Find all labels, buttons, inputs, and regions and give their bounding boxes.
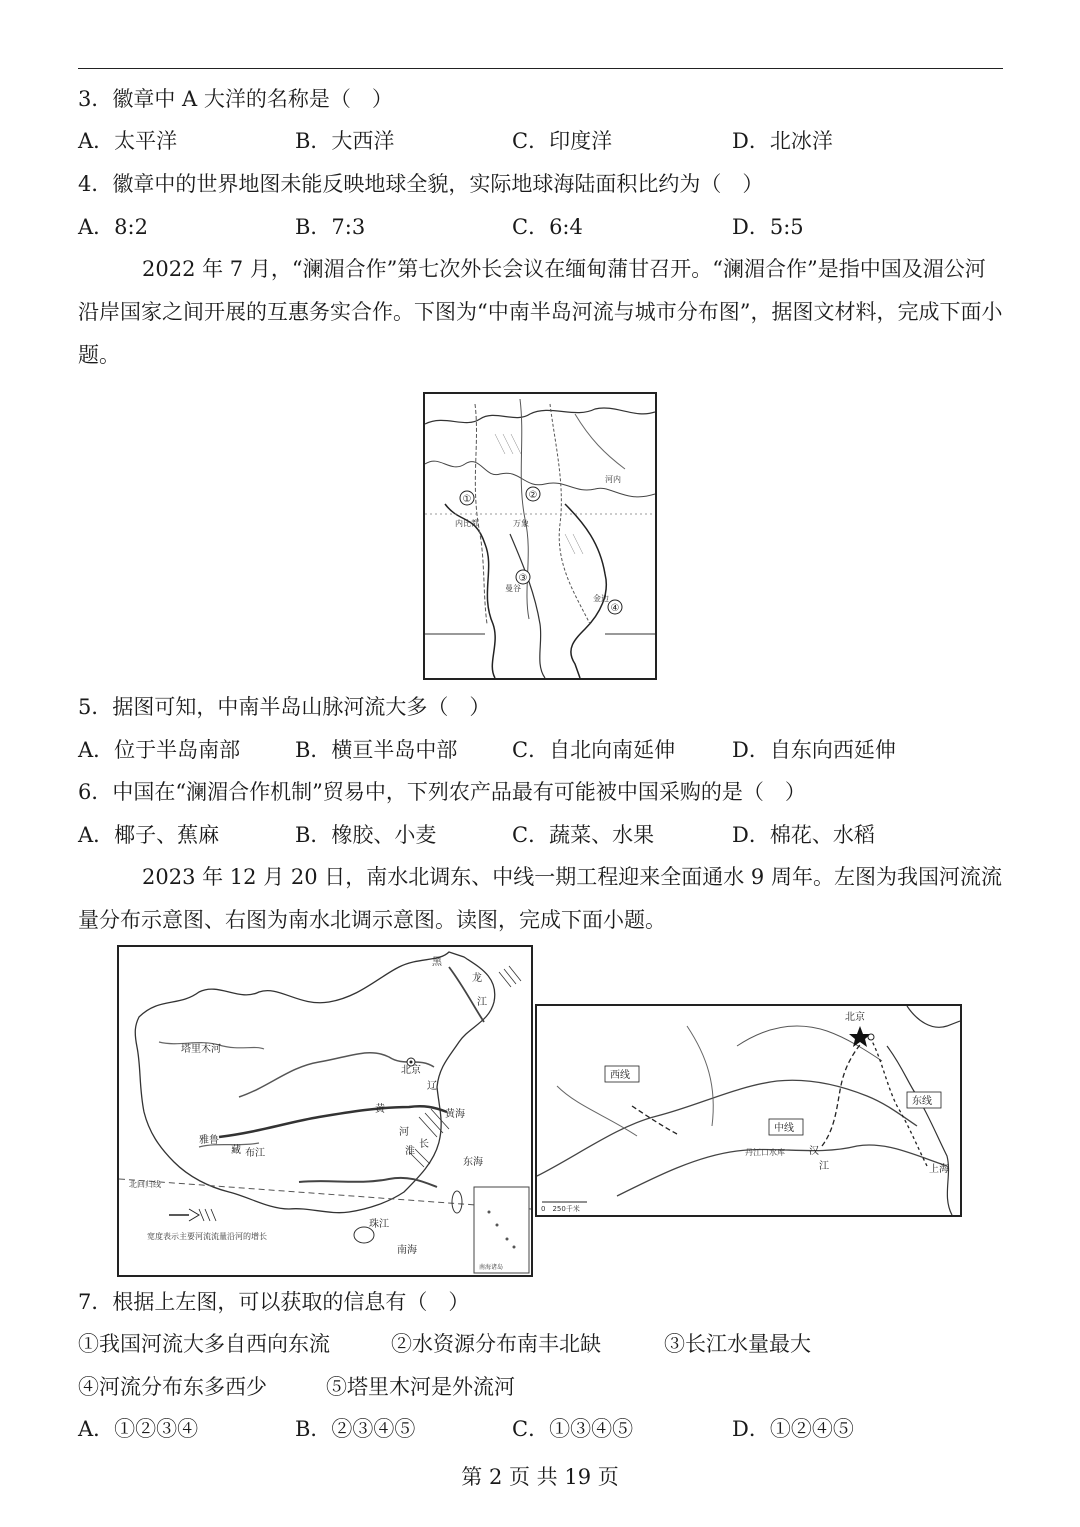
q7-item-5: ⑤塔里木河是外流河 xyxy=(326,1375,515,1399)
header-rule xyxy=(78,68,1003,69)
q3-option-b: B．大西洋 xyxy=(295,129,395,153)
q7-option-d: D．①②④⑤ xyxy=(732,1417,854,1441)
indochina-river-city-map xyxy=(423,392,657,680)
right-label-west-route: 西线 xyxy=(610,1070,630,1081)
left-label-hei: 黑 xyxy=(432,957,442,968)
map1-city-phnompenh: 金边 xyxy=(593,594,609,603)
left-inset-label: 南海诸岛 xyxy=(479,1264,504,1271)
q5-option-d: D．自东向西延伸 xyxy=(732,738,896,762)
left-label-long: 龙 xyxy=(472,973,482,984)
q7-option-b: B．②③④⑤ xyxy=(295,1417,416,1441)
q7-option-c: C．①③④⑤ xyxy=(512,1417,634,1441)
question-7-stem: 7．根据上左图，可以获取的信息有（ ） xyxy=(78,1290,470,1314)
q6-option-b: B．橡胶、小麦 xyxy=(295,823,437,847)
left-label-tarim: 塔里木河 xyxy=(181,1044,221,1055)
right-label-han: 汉 xyxy=(809,1146,819,1157)
q4-option-d: D．5:5 xyxy=(732,215,804,239)
map1-city-hanoi: 河内 xyxy=(605,475,621,484)
q6-option-d: D．棉花、水稻 xyxy=(732,823,875,847)
q5-option-c: C．自北向南延伸 xyxy=(512,738,676,762)
left-label-liao: 辽 xyxy=(427,1081,437,1092)
left-label-tropic: 北回归线 xyxy=(129,1180,161,1189)
question-4-stem: 4．徽章中的世界地图未能反映地球全貌，实际地球海陆面积比约为（ ） xyxy=(78,172,764,196)
left-label-changjiang: 长 xyxy=(419,1139,429,1150)
q6-option-a: A．椰子、蕉麻 xyxy=(78,823,220,847)
right-label-shanghai: 上海 xyxy=(929,1164,949,1175)
left-label-yarlung: 雅鲁 xyxy=(199,1135,219,1146)
left-label-zhujiang: 珠江 xyxy=(369,1219,389,1230)
q7-item-1: ①我国河流大多自西向东流 xyxy=(78,1332,330,1356)
left-label-jiang: 江 xyxy=(477,997,487,1008)
q4-option-b: B．7:3 xyxy=(295,215,366,239)
map1-city-vientiane: 万象 xyxy=(513,519,529,528)
question-6-stem: 6．中国在“澜湄合作机制”贸易中，下列农产品最有可能被中国采购的是（ ） xyxy=(78,780,806,804)
q5-option-b: B．横亘半岛中部 xyxy=(295,738,458,762)
passage-south-north-water: 2023 年 12 月 20 日，南水北调东、中线一期工程迎来全面通水 9 周年。左图为我国河流流量分布示意图、右图为南水北调示意图。读图，完成下面小题。 xyxy=(78,865,1002,932)
map1-label-3: ③ xyxy=(518,573,528,584)
map1-label-4: ④ xyxy=(610,603,620,614)
right-scale-bar: 0 250千米 xyxy=(541,1205,580,1213)
right-label-east-route: 东线 xyxy=(912,1096,932,1107)
map1-city-naypyidaw: 内比都 xyxy=(455,519,479,528)
q7-option-a: A．①②③④ xyxy=(78,1417,199,1441)
south-north-water-diversion-map xyxy=(535,1004,962,1217)
map1-label-2: ② xyxy=(528,490,538,501)
q7-item-3: ③长江水量最大 xyxy=(664,1332,811,1356)
passage-lancang-mekong: 2022 年 7 月，“澜湄合作”第七次外长会议在缅甸蒲甘召开。“澜湄合作”是指中国及湄公河沿岸国家之间开展的互惠务实合作。下图为“中南半岛河流与城市分布图”，据图文材料，完成下面小题。 xyxy=(78,257,1003,367)
left-label-huanghai: 黄海 xyxy=(445,1109,465,1120)
left-label-beijing: 北京 xyxy=(401,1065,421,1076)
q5-option-a: A．位于半岛南部 xyxy=(78,738,241,762)
left-label-huang: 黄 xyxy=(375,1104,385,1115)
page-footer: 第 2 页 共 19 页 xyxy=(461,1465,619,1489)
right-label-jiang: 江 xyxy=(819,1161,829,1172)
left-label-he: 河 xyxy=(399,1127,409,1138)
q3-option-d: D．北冰洋 xyxy=(732,129,833,153)
left-label-donghai: 东海 xyxy=(463,1157,483,1168)
right-label-beijing: 北京 xyxy=(845,1012,865,1023)
question-3-stem: 3．徽章中 A 大洋的名称是（ ） xyxy=(78,87,393,111)
left-legend-text: 宽度表示主要河流流量沿河的增长 xyxy=(147,1232,267,1241)
left-label-bujiang: 布江 xyxy=(245,1148,265,1159)
map1-city-bangkok: 曼谷 xyxy=(505,584,521,593)
right-label-danjiangkou: 丹江口水库 xyxy=(745,1148,785,1157)
q7-item-4: ④河流分布东多西少 xyxy=(78,1375,267,1399)
question-5-stem: 5．据图可知，中南半岛山脉河流大多（ ） xyxy=(78,695,491,719)
q4-option-a: A．8:2 xyxy=(78,215,148,239)
q3-option-a: A．太平洋 xyxy=(78,129,178,153)
q3-option-c: C．印度洋 xyxy=(512,129,613,153)
left-label-huai: 淮 xyxy=(405,1146,415,1157)
q7-item-2: ②水资源分布南丰北缺 xyxy=(391,1332,601,1356)
map1-label-1: ① xyxy=(462,494,472,505)
left-label-zang: 藏 xyxy=(231,1145,241,1156)
q4-option-c: C．6:4 xyxy=(512,215,583,239)
left-label-nanhai: 南海 xyxy=(397,1245,417,1256)
q6-option-c: C．蔬菜、水果 xyxy=(512,823,655,847)
right-label-middle-route: 中线 xyxy=(774,1123,794,1134)
china-river-flow-map xyxy=(117,945,533,1277)
